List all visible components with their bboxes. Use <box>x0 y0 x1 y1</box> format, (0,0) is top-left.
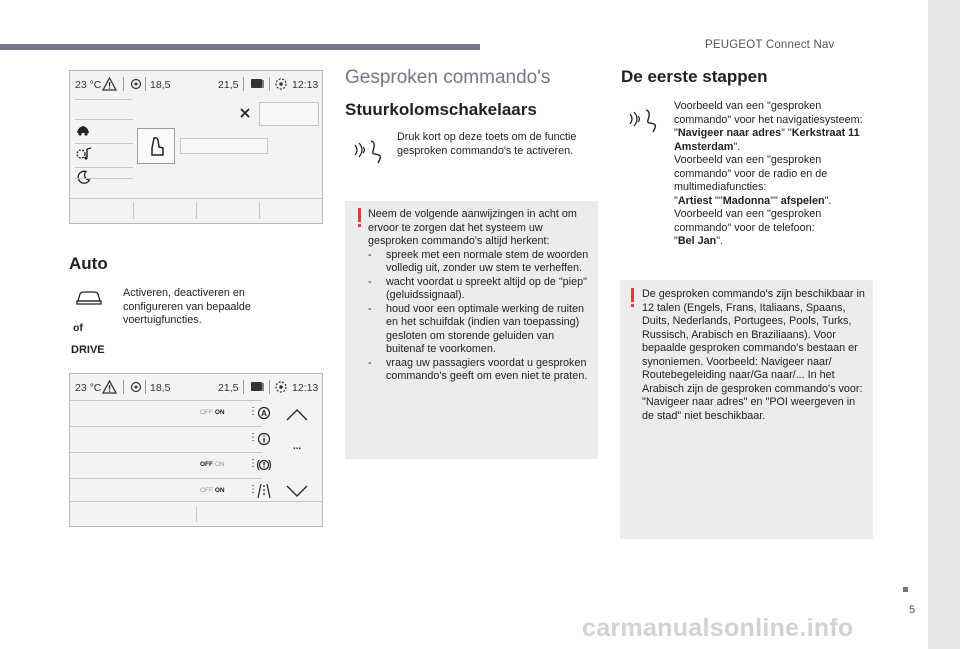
page-number: 5 <box>909 604 916 616</box>
gps-icon <box>130 78 142 90</box>
phone-icon <box>250 77 265 90</box>
info-icon <box>257 432 271 446</box>
more-indicator: ... <box>293 441 302 452</box>
status-temp-2: 23 °C <box>75 382 102 394</box>
empty-slot <box>259 102 319 126</box>
auto-description: Activeren, deactiveren en configureren van bepaalde voertuigfuncties. <box>123 287 251 326</box>
warning-icon <box>102 380 117 394</box>
lane-assist-icon <box>257 483 271 499</box>
chevron-up-icon[interactable] <box>286 409 308 421</box>
warning-mark-icon <box>631 288 634 302</box>
watermark: carmanualsonline.info <box>582 614 854 642</box>
warning-mark-icon <box>358 208 361 222</box>
voice-button-icon <box>351 139 383 165</box>
status-value-1: 18,5 <box>150 382 171 394</box>
languages-note: De gesproken commando's zijn beschikbaar in 12 talen (Engels, Frans, Italiaans, Spaans, Duits, Nederlands, Portugees, Pools, Turks, Russisch, Arabisch en Braziliaans). Voor bepaalde gesproken commando's bestaan er synoniemen. Voorbeeld: Navigeer naar/ Routebegeleiding naar/Ga naar/... In het Arabisch zijn de gesproken commando's voor: "Navigeer naar adres" en "POI weergeven in de stad" niet beschikbaar. <box>642 288 865 422</box>
svg-text:A: A <box>261 409 267 419</box>
page-edge-bar <box>928 0 960 649</box>
chevron-down-icon[interactable] <box>286 485 308 497</box>
voice-commands-title: Gesproken commando's <box>345 67 551 88</box>
voice-command-tile[interactable] <box>137 128 175 164</box>
menu-dots-icon[interactable]: ⋮ <box>248 406 258 417</box>
status-time: 12:13 <box>292 382 319 394</box>
first-steps-examples: Voorbeeld van een "gesproken commando" voor het navigatiesysteem: "Navigeer naar adres" "Kerkstraat 11 Amsterdam". Voorbeeld van een "gesproken commando" voor de radio en de multimediafuncties: "Artiest ""Madonna"" afspelen". Voorbeeld van een "gesproken commando" voor de telefoon: "Bel Jan". <box>674 100 863 247</box>
screen-home <box>69 70 323 224</box>
status-bar-2 <box>70 374 322 400</box>
car-icon <box>75 289 103 307</box>
gps-icon <box>130 381 142 393</box>
press-instruction: Druk kort op deze toets om de functie gesproken commando's te activeren. <box>397 131 577 157</box>
toggle-1[interactable]: OFF ON <box>200 409 225 416</box>
status-value-2: 21,5 <box>218 382 239 394</box>
seat-icon <box>147 136 167 158</box>
drive-label: DRIVE <box>71 344 105 356</box>
night-mode-icon[interactable] <box>77 170 91 184</box>
menu-dots-icon[interactable]: ⋮ <box>248 458 258 469</box>
toggle-2[interactable]: OFF ON <box>200 461 225 468</box>
menu-dots-icon[interactable]: ⋮ <box>248 484 258 495</box>
status-value-2: 21,5 <box>218 79 239 91</box>
auto-or: of <box>73 322 83 334</box>
toggle-3[interactable]: OFF ON <box>200 487 225 494</box>
first-steps-title: De eerste stappen <box>621 67 768 86</box>
voice-note: Neem de volgende aanwijzingen in acht om ervoor te zorgen dat het systeem uw gesproken commando's altijd herkent: - spreek met een normale stem de woorden volledig uit, zonder uw stem te verheffen. - wacht voordat u spreekt altijd op de "piep" (geluidssignaal). - houd voor een optimale werking de ruiten en het schuifdak (indien van toepassing) gesloten om storende geluiden van buitenaf te voorkomen. - vraag uw passagiers voordat u gesproken commando's geeft om even niet te praten. <box>368 208 593 384</box>
settings-sync-icon <box>274 380 288 394</box>
header-title: PEUGEOT Connect Nav <box>705 39 835 51</box>
alert-brake-icon <box>256 458 272 472</box>
close-icon[interactable] <box>239 107 251 119</box>
menu-dots-icon[interactable]: ⋮ <box>248 432 258 443</box>
warning-icon <box>102 77 117 91</box>
continue-marker <box>903 587 908 592</box>
steering-switches-subtitle: Stuurkolomschakelaars <box>345 100 537 119</box>
phone-icon <box>250 380 265 393</box>
header-bar <box>0 44 480 50</box>
settings-sync-icon <box>274 77 288 91</box>
status-bar <box>70 71 322 97</box>
status-temp: 23 °C <box>75 79 102 91</box>
screen-vehicle <box>69 373 323 527</box>
status-value-1: 18,5 <box>150 79 171 91</box>
auto-title: Auto <box>69 254 108 273</box>
sound-settings-icon[interactable] <box>75 147 93 161</box>
status-time: 12:13 <box>292 79 319 91</box>
voice-button-icon <box>626 108 658 134</box>
car-settings-icon[interactable] <box>75 123 91 137</box>
auto-lights-icon <box>257 406 271 420</box>
empty-slot-2 <box>180 138 268 154</box>
